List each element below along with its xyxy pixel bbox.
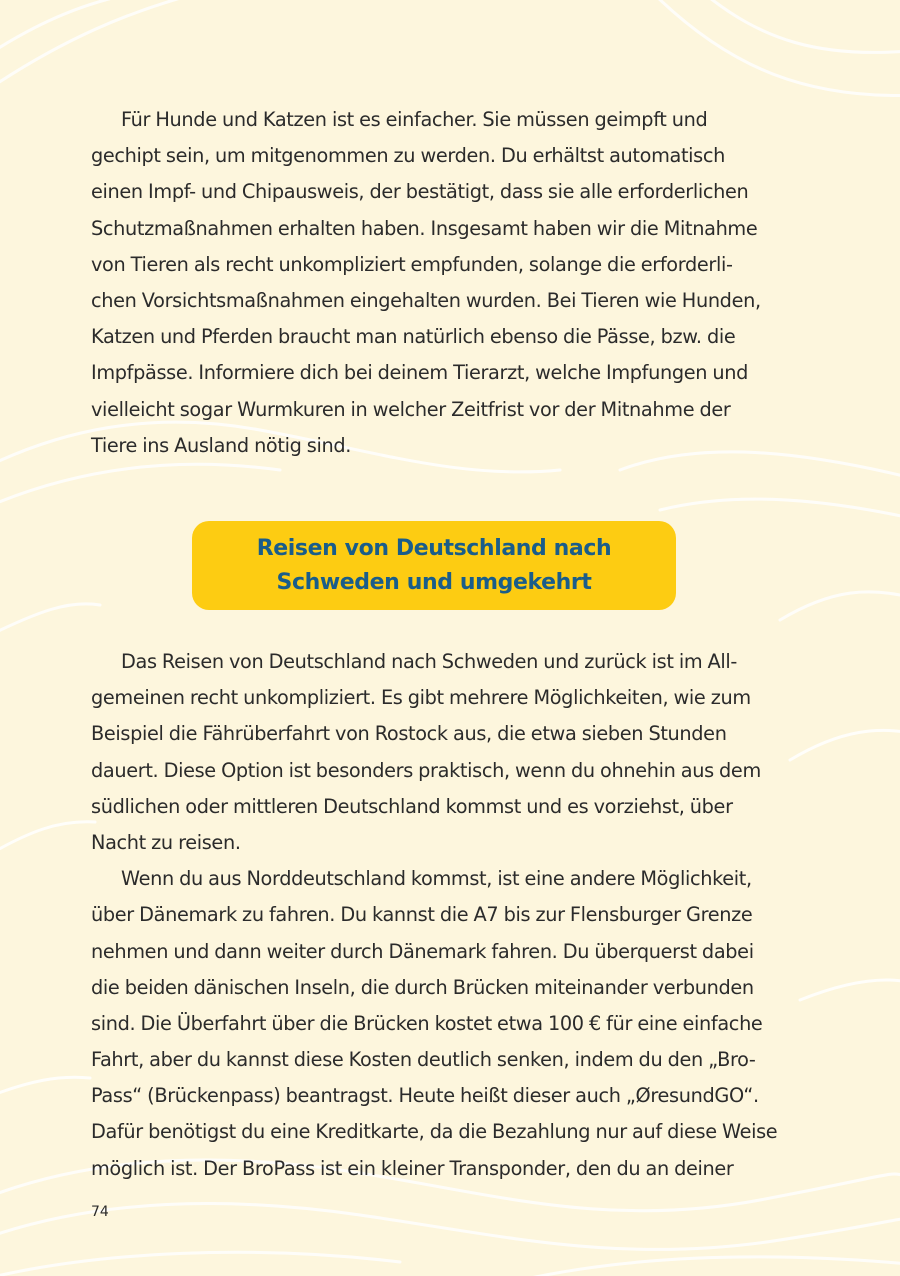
text-line: über Dänemark zu fahren. Du kannst die A7 bis zur Flensburger Grenze: [91, 903, 753, 927]
text-line: Wenn du aus Norddeutschland kommst, ist eine andere Möglichkeit,: [121, 867, 752, 891]
text-line: von Tieren als recht unkompliziert empfunden, solange die erforderli-: [91, 252, 733, 276]
text-line: Dafür benötigst du eine Kreditkarte, da die Bezahlung nur auf diese Weise: [91, 1120, 778, 1144]
text-line: gemeinen recht unkompliziert. Es gibt mehrere Möglichkeiten, wie zum: [91, 686, 751, 710]
text-line: Impfpässe. Informiere dich bei deinem Tierarzt, welche Impfungen und: [91, 361, 749, 385]
text-line: dauert. Diese Option ist besonders praktisch, wenn du ohnehin aus dem: [91, 758, 761, 782]
text-line: chen Vorsichtsmaßnahmen eingehalten wurden. Bei Tieren wie Hunden,: [91, 288, 761, 312]
paragraph-travel-intro: [91, 644, 811, 861]
text-line: vielleicht sogar Wurmkuren in welcher Zeitfrist vor der Mitnahme der: [91, 397, 731, 421]
section-body: [91, 644, 811, 1187]
text-line: Pass“ (Brückenpass) beantragst. Heute heißt dieser auch „ØresundGO“.: [91, 1084, 759, 1108]
text-line: sind. Die Überfahrt über die Brücken kostet etwa 100 € für eine einfache: [91, 1011, 763, 1035]
text-line: gechipt sein, um mitgenommen zu werden. Du erhältst automatisch: [91, 144, 726, 168]
section-heading-box: [192, 521, 676, 610]
text-line: Nacht zu reisen.: [91, 830, 241, 854]
paragraph-pets: [91, 102, 791, 464]
text-line: Tiere ins Ausland nötig sind.: [91, 433, 352, 457]
text-line: Schutzmaßnahmen erhalten haben. Insgesamt haben wir die Mitnahme: [91, 216, 758, 240]
text-line: die beiden dänischen Inseln, die durch Brücken miteinander verbunden: [91, 975, 754, 999]
text-line: Fahrt, aber du kannst diese Kosten deutlich senken, indem du den „Bro-: [91, 1048, 756, 1072]
text-line: Beispiel die Fährüberfahrt von Rostock aus, die etwa sieben Stunden: [91, 722, 727, 746]
paragraph-denmark-route: [91, 861, 811, 1187]
section-heading-line-2: Schweden und umgekehrt: [276, 569, 592, 595]
text-line: Katzen und Pferden braucht man natürlich ebenso die Pässe, bzw. die: [91, 325, 736, 349]
text-line: Das Reisen von Deutschland nach Schweden und zurück ist im All-: [121, 650, 738, 673]
section-heading-line-1: Reisen von Deutschland nach: [256, 535, 612, 561]
text-line: Für Hunde und Katzen ist es einfacher. Sie müssen geimpft und: [121, 108, 708, 131]
text-line: südlichen oder mittleren Deutschland kommst und es vorziehst, über: [91, 794, 733, 818]
page-number: 74: [91, 1204, 109, 1220]
text-line: einen Impf- und Chipausweis, der bestätigt, dass sie alle erforderlichen: [91, 180, 749, 204]
text-line: möglich ist. Der BroPass ist ein kleiner Transponder, den du an deiner: [91, 1156, 734, 1180]
text-line: nehmen und dann weiter durch Dänemark fahren. Du überquerst dabei: [91, 939, 754, 963]
